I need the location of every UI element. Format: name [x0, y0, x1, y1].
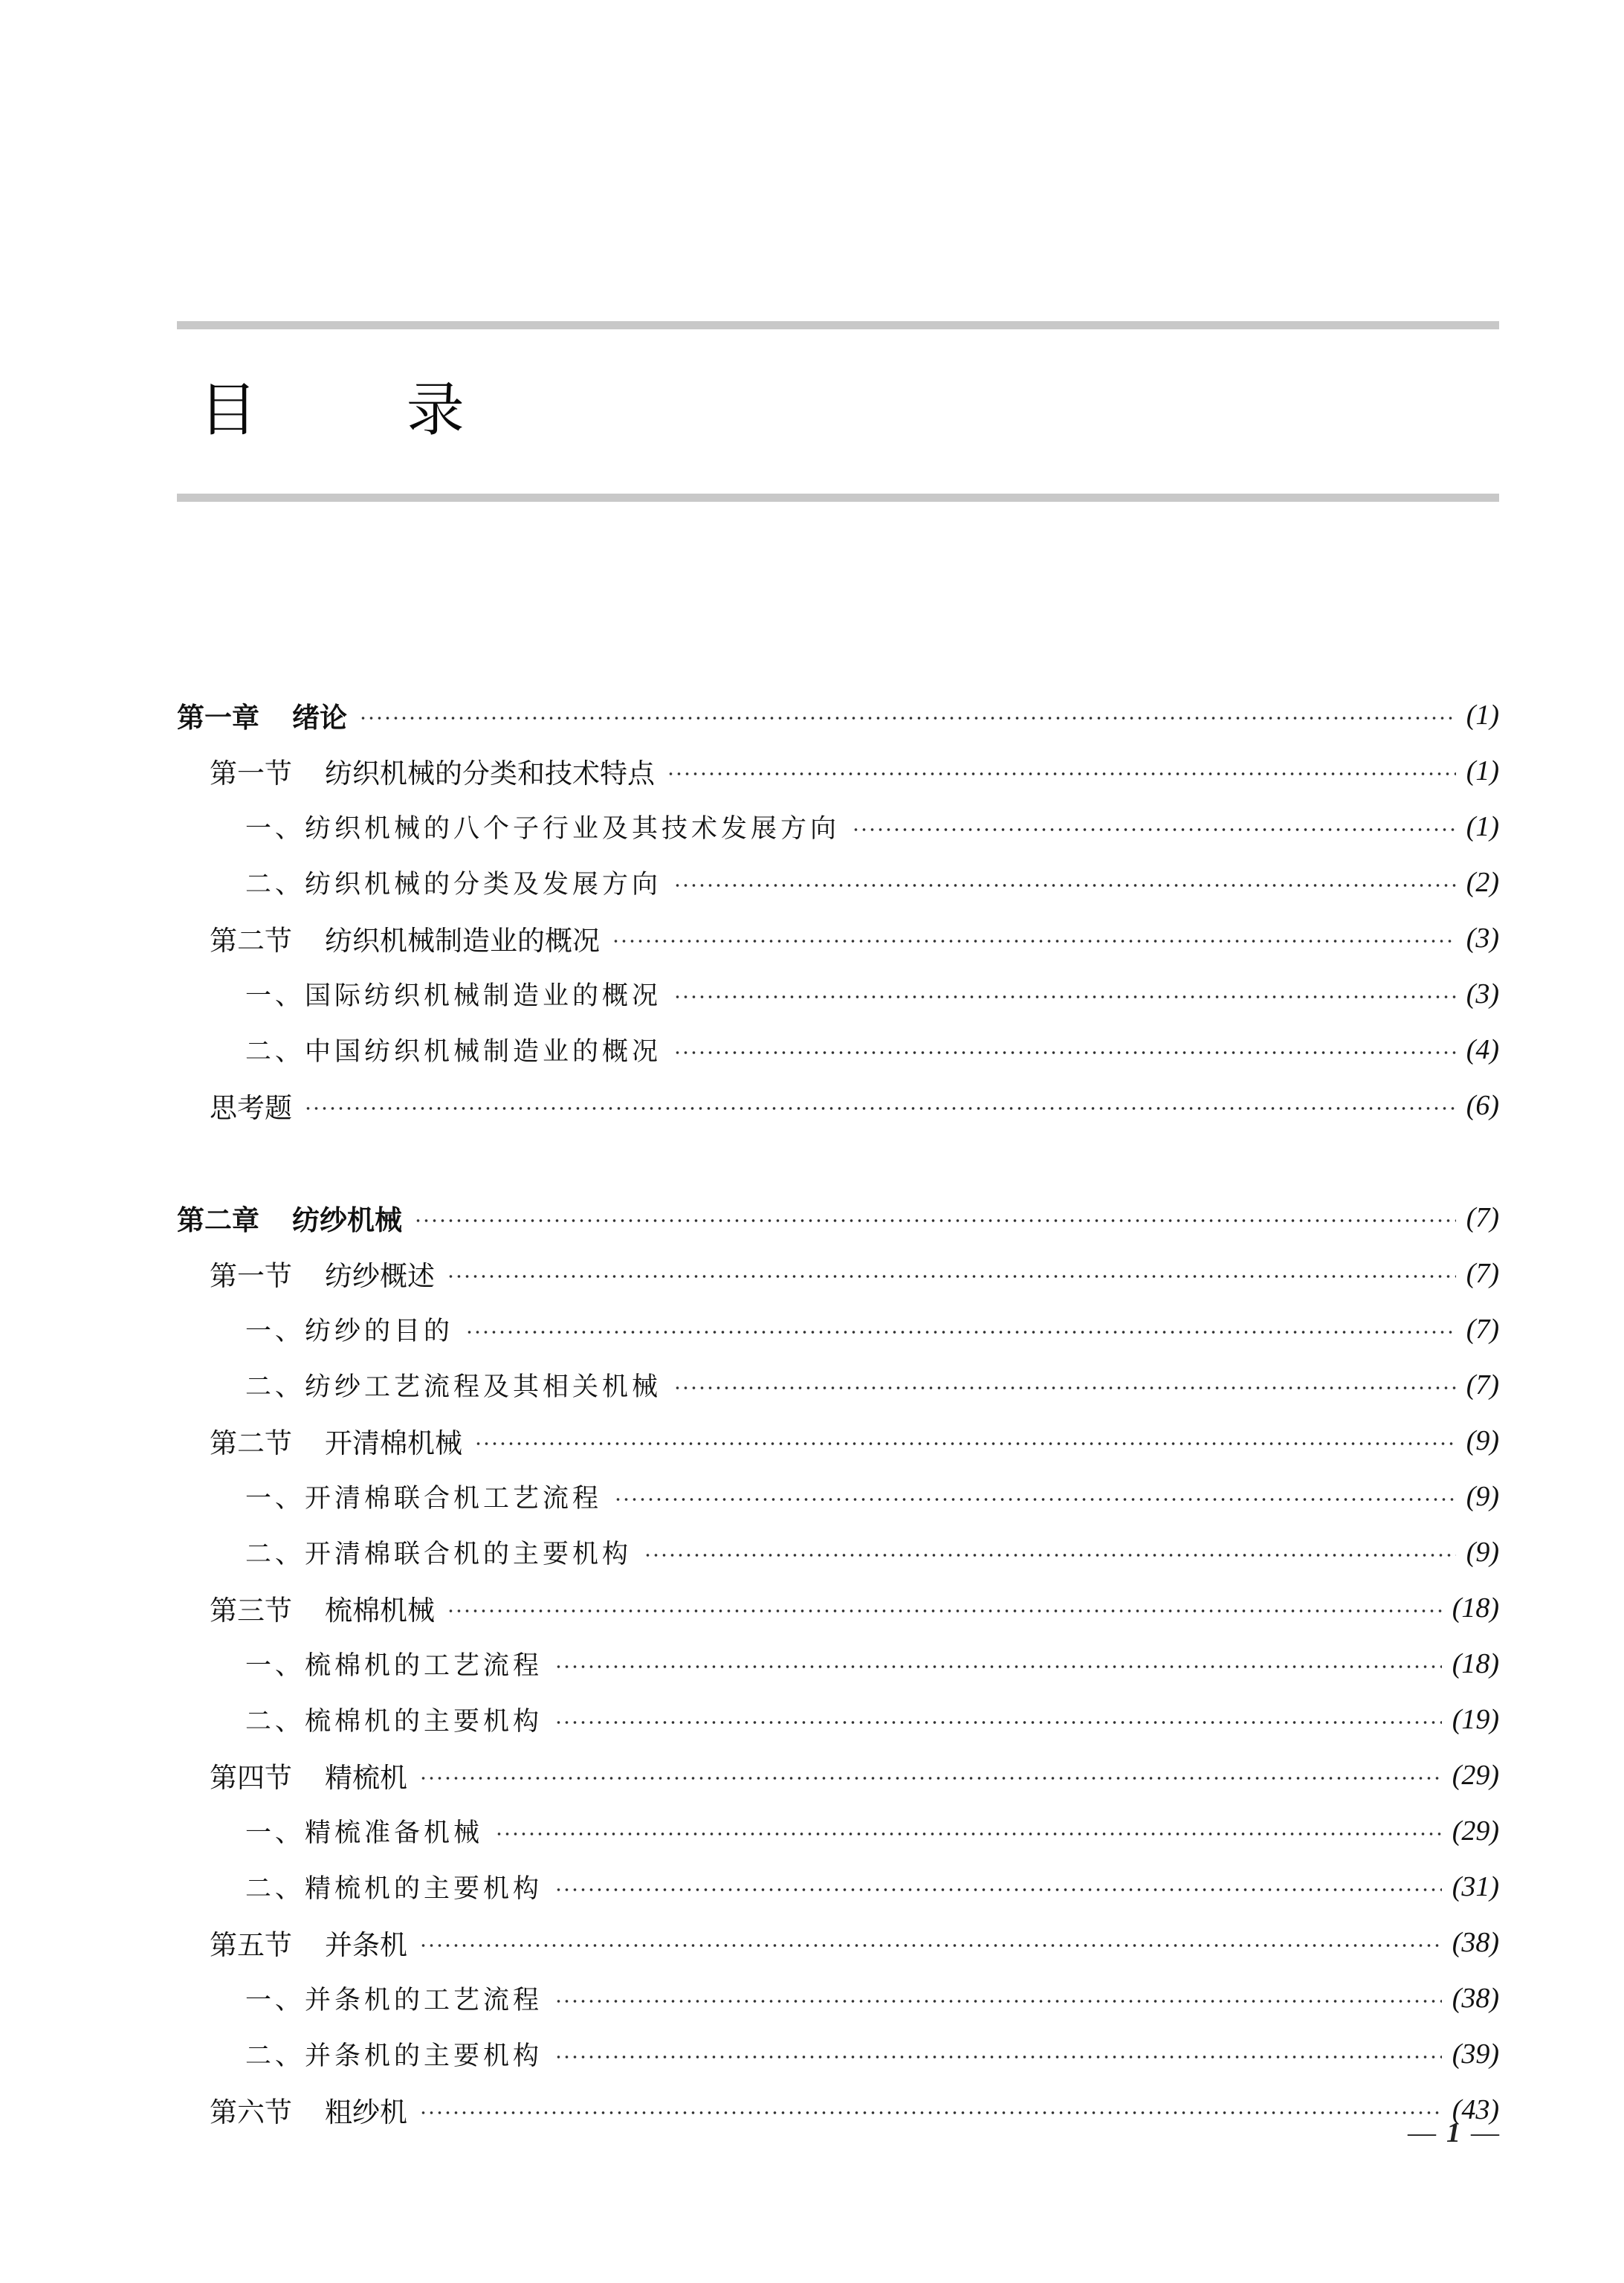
toc-entry-label — [210, 751, 655, 791]
toc-entry-label — [210, 1588, 435, 1628]
toc-entry-text: 粗纱机 — [325, 2096, 407, 2128]
toc-entry-text: 一、精梳准备机械 — [245, 1818, 484, 1848]
toc-entry-number: 第二节 — [210, 1427, 292, 1459]
footer-dash-left: — — [1408, 2117, 1436, 2148]
toc-entry-number: 第六节 — [210, 2096, 292, 2128]
footer-dash-right: — — [1471, 2117, 1499, 2148]
dot-leader — [419, 2109, 1442, 2116]
toc-entry-text: 纺织机械制造业的概况 — [325, 924, 600, 957]
toc-entry-text: 二、纺纱工艺流程及其相关机械 — [245, 1372, 662, 1402]
toc-entry-page: (38) — [1452, 1982, 1499, 2014]
toc-entry-page: (9) — [1466, 1424, 1499, 1456]
toc-entry-text: 二、中国纺织机械制造业的概况 — [245, 1036, 662, 1067]
toc-entry-chapter[interactable] — [177, 687, 1499, 743]
toc-entry-text: 一、并条机的工艺流程 — [245, 1985, 543, 2015]
toc-entry-sub[interactable] — [177, 1691, 1499, 1747]
toc-entry-section[interactable] — [177, 910, 1499, 966]
toc-entry-page: (9) — [1466, 1480, 1499, 1512]
toc-entry-label — [245, 2035, 543, 2073]
toc-entry-number: 第一节 — [210, 757, 292, 789]
toc-entry-text: 二、纺织机械的分类及发展方向 — [245, 869, 662, 900]
toc-entry-sub[interactable] — [177, 1524, 1499, 1580]
toc-entry-label — [210, 1421, 462, 1461]
title-rule-bottom — [177, 494, 1499, 502]
toc-entry-number: 第四节 — [210, 1761, 292, 1794]
dot-leader — [474, 1440, 1456, 1447]
toc-entry-sub[interactable] — [177, 1635, 1499, 1691]
toc-entry-label — [245, 1645, 543, 1682]
toc-entry-text: 一、纺织机械的八个子行业及其技术发展方向 — [245, 813, 841, 844]
toc-entry-text: 一、开清棉联合机工艺流程 — [245, 1483, 603, 1514]
page-number: 1 — [1446, 2117, 1460, 2148]
toc-entry-text: 纺织机械的分类和技术特点 — [325, 757, 655, 789]
toc-entry-label — [245, 1980, 543, 2017]
table-of-contents — [177, 687, 1499, 2137]
toc-entry-page: (1) — [1466, 810, 1499, 842]
toc-entry-page: (7) — [1466, 1257, 1499, 1289]
toc-entry-section[interactable] — [177, 1245, 1499, 1301]
toc-entry-chapter[interactable] — [177, 1189, 1499, 1245]
toc-entry-label — [245, 1701, 543, 1738]
toc-entry-text: 一、纺纱的目的 — [245, 1316, 454, 1346]
dot-leader — [447, 1607, 1442, 1615]
toc-entry-sub[interactable] — [177, 1021, 1499, 1077]
toc-entry-text: 纺纱机械 — [292, 1203, 402, 1236]
toc-entry-sub[interactable] — [177, 1301, 1499, 1357]
toc-entry-page: (18) — [1452, 1592, 1499, 1624]
toc-entry-text: 并条机 — [325, 1928, 407, 1961]
toc-entry-page: (4) — [1466, 1033, 1499, 1065]
toc-entry-label — [177, 695, 347, 735]
toc-entry-number: 第一章 — [177, 700, 259, 734]
toc-entry-section[interactable] — [177, 1077, 1499, 1133]
toc-entry-text: 二、并条机的主要机构 — [245, 2041, 543, 2071]
toc-entry-label — [245, 1031, 661, 1068]
dot-leader — [554, 1663, 1442, 1670]
toc-entry-section[interactable] — [177, 2082, 1499, 2137]
toc-entry-number: 第二节 — [210, 924, 292, 957]
toc-entry-text: 一、梳棉机的工艺流程 — [245, 1650, 543, 1681]
toc-entry-page: (19) — [1452, 1703, 1499, 1735]
dot-leader — [447, 1273, 1456, 1280]
toc-entry-text: 梳棉机械 — [325, 1594, 435, 1627]
dot-leader — [554, 1998, 1442, 2005]
title-rule-top — [177, 321, 1499, 329]
toc-entry-label — [245, 864, 661, 901]
toc-entry-sub[interactable] — [177, 1468, 1499, 1524]
dot-leader — [554, 1886, 1442, 1893]
toc-entry-text: 一、国际纺织机械制造业的概况 — [245, 981, 662, 1011]
dot-leader — [852, 826, 1456, 833]
toc-entry-label — [210, 2090, 407, 2130]
toc-entry-page: (2) — [1466, 866, 1499, 898]
toc-entry-label — [245, 808, 840, 845]
toc-entry-page: (38) — [1452, 1926, 1499, 1958]
dot-leader — [614, 1496, 1456, 1503]
toc-entry-label — [245, 1812, 483, 1850]
toc-entry-label — [210, 1085, 292, 1126]
dot-leader — [419, 1775, 1442, 1782]
toc-entry-label — [245, 1868, 543, 1905]
dot-leader — [644, 1551, 1456, 1559]
toc-entry-number: 第一节 — [210, 1259, 292, 1292]
dot-leader — [414, 1217, 1456, 1224]
toc-entry-label — [245, 975, 661, 1013]
toc-entry-page: (7) — [1466, 1369, 1499, 1401]
dot-leader — [667, 770, 1456, 778]
toc-entry-page: (43) — [1452, 2093, 1499, 2125]
toc-entry-page: (7) — [1466, 1201, 1499, 1233]
toc-entry-text: 思考题 — [210, 1091, 292, 1124]
dot-leader — [673, 882, 1456, 889]
toc-entry-page: (9) — [1466, 1536, 1499, 1568]
toc-entry-number: 第五节 — [210, 1928, 292, 1961]
toc-entry-text: 开清棉机械 — [325, 1427, 462, 1459]
toc-entry-page: (1) — [1466, 755, 1499, 787]
toc-entry-page: (7) — [1466, 1313, 1499, 1345]
toc-entry-label — [177, 1198, 402, 1238]
dot-leader — [673, 993, 1456, 1001]
toc-entry-page: (6) — [1466, 1089, 1499, 1121]
toc-entry-sub[interactable] — [177, 1357, 1499, 1412]
page-title: 目 录 — [199, 377, 530, 444]
toc-entry-label — [245, 1311, 453, 1348]
toc-entry-text: 二、精梳机的主要机构 — [245, 1873, 543, 1904]
toc-entry-sub[interactable] — [177, 1803, 1499, 1859]
toc-entry-label — [245, 1366, 661, 1404]
dot-leader — [495, 1830, 1442, 1838]
toc-entry-page: (29) — [1452, 1815, 1499, 1847]
toc-entry-number: 第三节 — [210, 1594, 292, 1627]
toc-entry-page: (1) — [1466, 699, 1499, 731]
toc-entry-text: 二、梳棉机的主要机构 — [245, 1706, 543, 1737]
dot-leader — [554, 1719, 1442, 1726]
toc-entry-text: 二、开清棉联合机的主要机构 — [245, 1539, 633, 1569]
toc-entry-section[interactable] — [177, 743, 1499, 798]
toc-entry-text: 精梳机 — [325, 1761, 407, 1794]
toc-entry-label — [210, 1755, 407, 1795]
dot-leader — [304, 1105, 1456, 1112]
toc-entry-label — [210, 1922, 407, 1963]
toc-entry-page: (29) — [1452, 1759, 1499, 1791]
toc-entry-text: 纺纱概述 — [325, 1259, 435, 1292]
dot-leader — [554, 2053, 1442, 2061]
toc-entry-number: 第二章 — [177, 1203, 259, 1236]
toc-entry-label — [210, 918, 600, 958]
page-footer — [1408, 2116, 1499, 2149]
toc-entry-sub[interactable] — [177, 854, 1499, 910]
dot-leader — [465, 1328, 1456, 1336]
toc-entry-label — [210, 1253, 435, 1294]
dot-leader — [359, 714, 1456, 722]
toc-entry-sub[interactable] — [177, 798, 1499, 854]
toc-entry-text: 绪论 — [292, 700, 347, 734]
toc-entry-sub[interactable] — [177, 2026, 1499, 2082]
dot-leader — [419, 1942, 1442, 1949]
toc-entry-section[interactable] — [177, 1747, 1499, 1803]
toc-entry-section[interactable] — [177, 1580, 1499, 1635]
toc-entry-page: (39) — [1452, 2038, 1499, 2070]
toc-entry-sub[interactable] — [177, 966, 1499, 1021]
toc-entry-page: (3) — [1466, 978, 1499, 1010]
toc-entry-section[interactable] — [177, 1412, 1499, 1468]
dot-leader — [673, 1384, 1456, 1392]
toc-entry-page: (3) — [1466, 922, 1499, 954]
toc-entry-section[interactable] — [177, 1914, 1499, 1970]
toc-entry-label — [245, 1478, 602, 1515]
toc-entry-sub[interactable] — [177, 1970, 1499, 2026]
toc-entry-sub[interactable] — [177, 1859, 1499, 1914]
dot-leader — [612, 937, 1456, 945]
toc-entry-page: (31) — [1452, 1870, 1499, 1902]
dot-leader — [673, 1049, 1456, 1056]
toc-entry-label — [245, 1534, 632, 1571]
toc-entry-page: (18) — [1452, 1647, 1499, 1679]
